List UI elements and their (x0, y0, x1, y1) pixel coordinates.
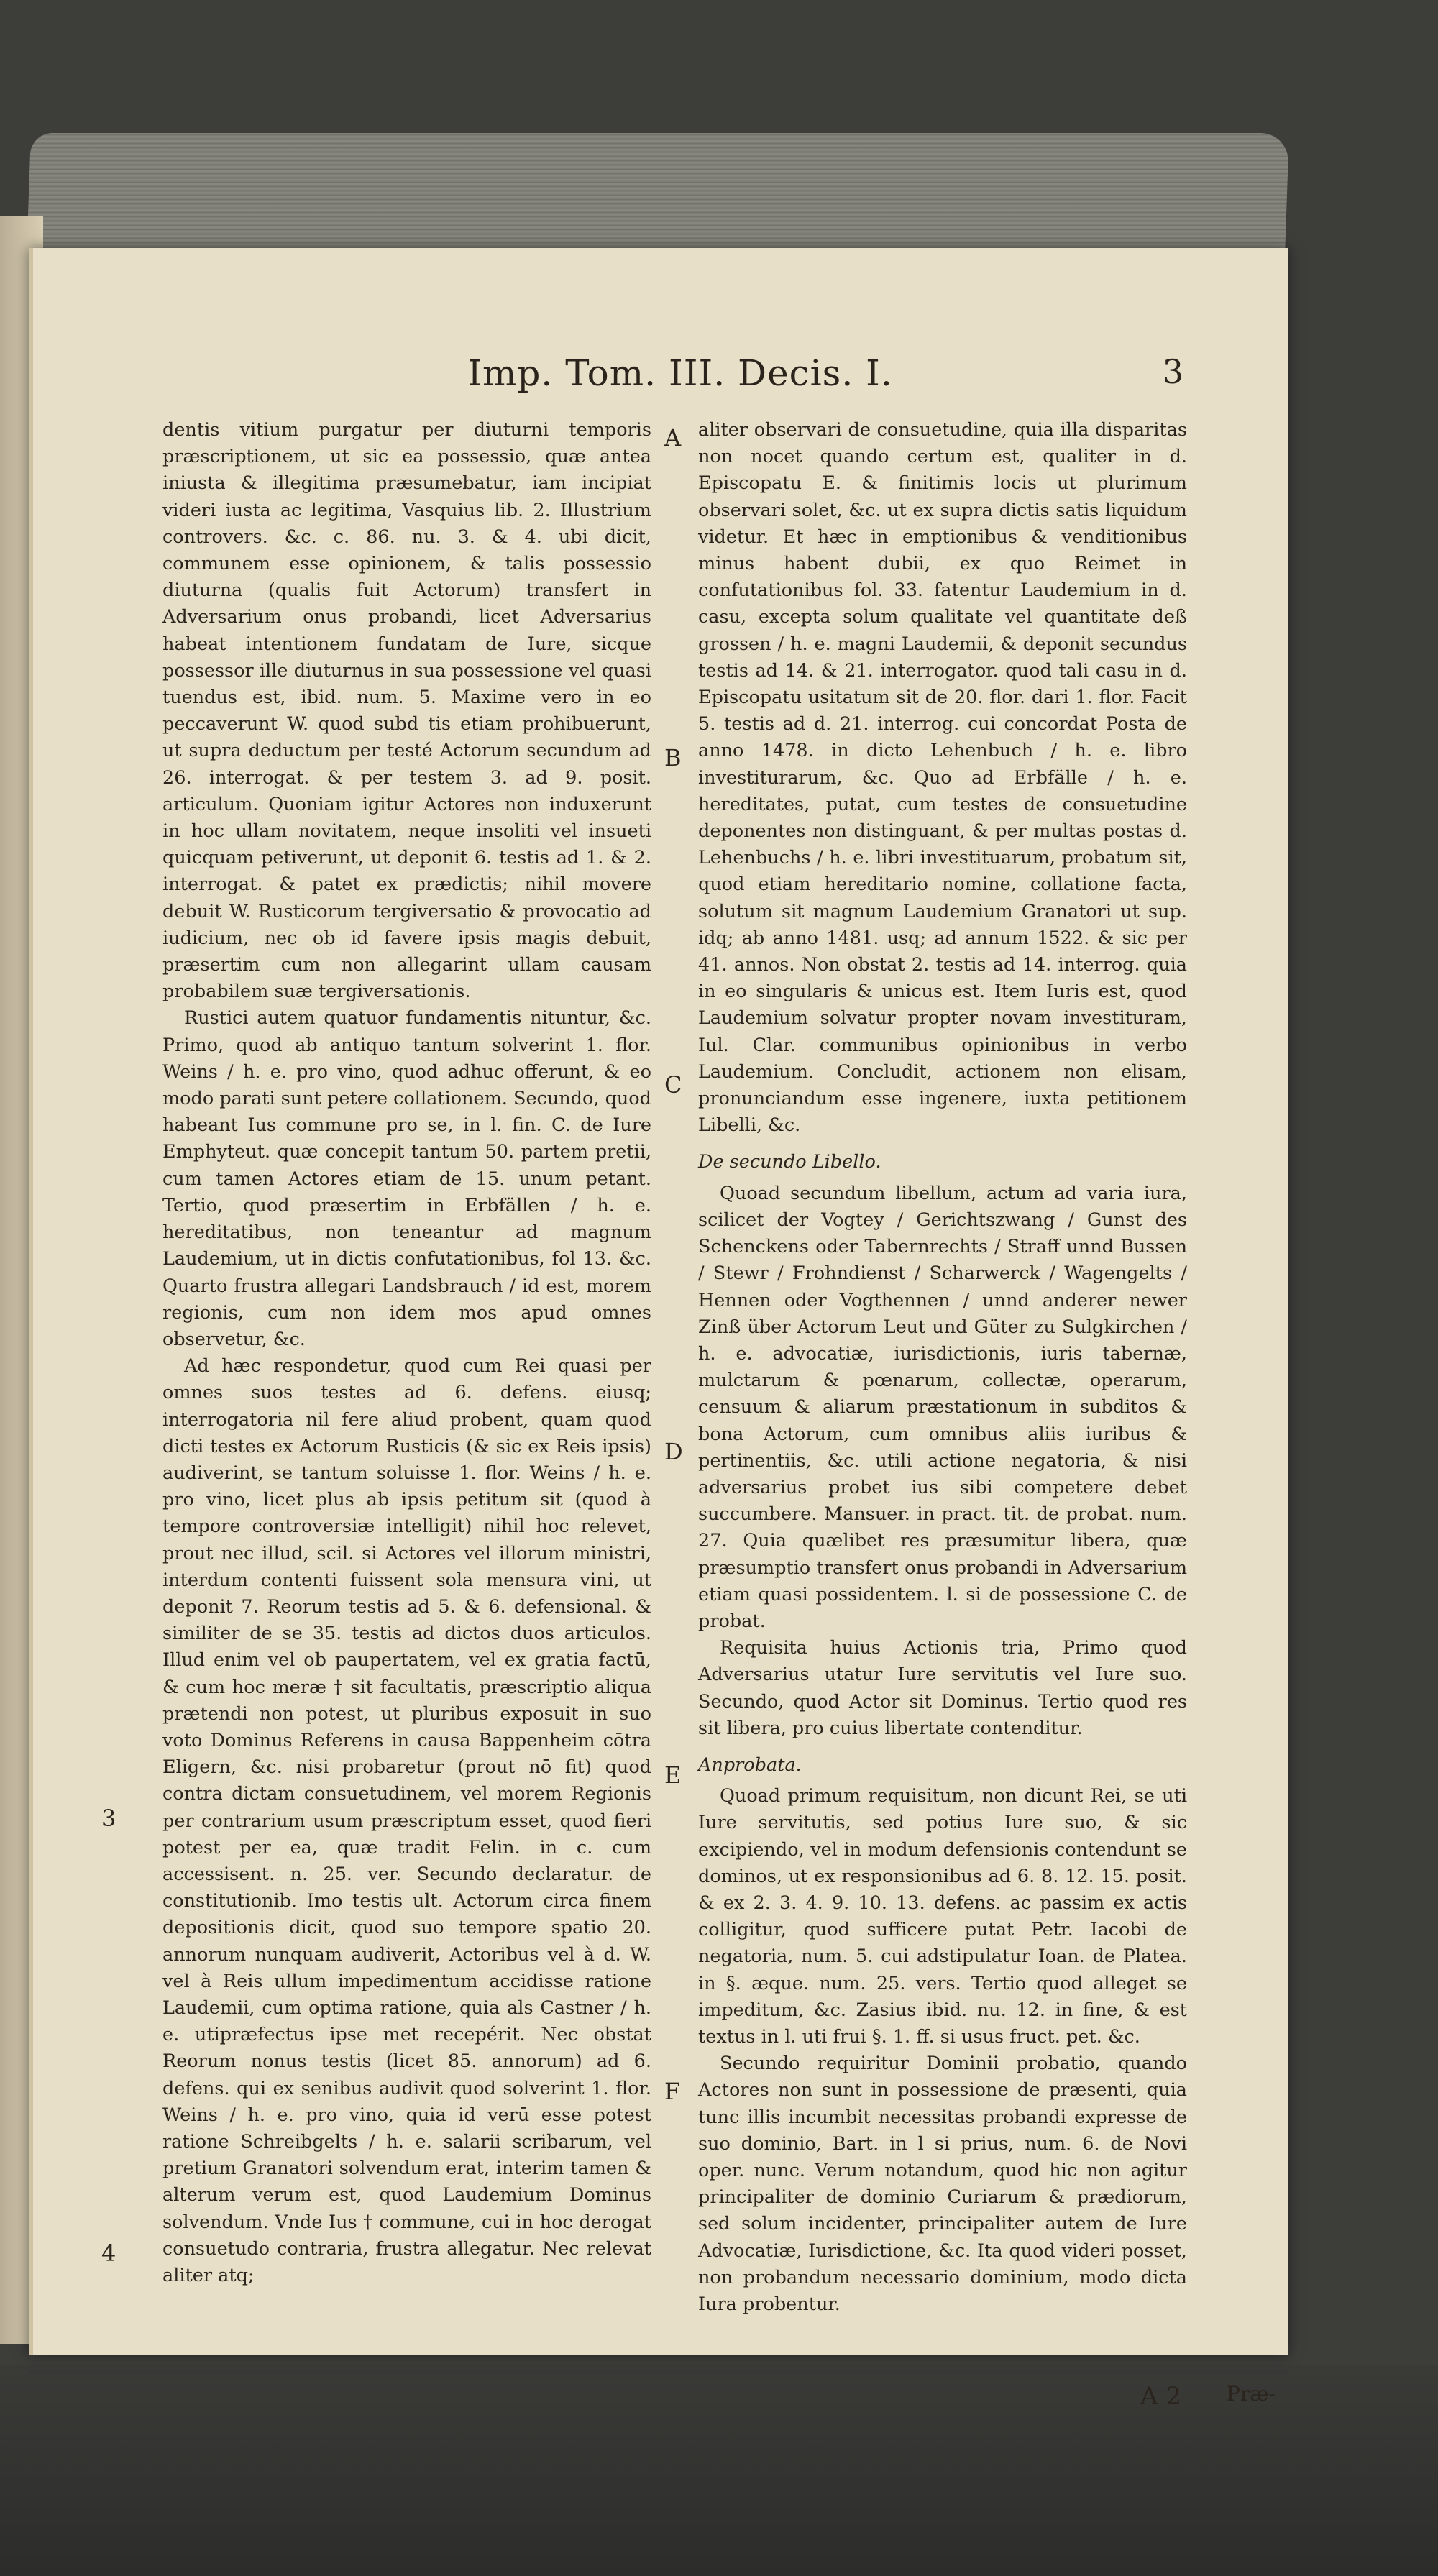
right-paragraph-5: Secundo requiritur Dominii probatio, quando Actores non sunt in possessione de præsenti, quia tunc illis incumbit necessitas probandi expresse de suo dominio, Bart. in l si prius, num. 6. de Novi oper. nunc. Verum notandum, quod hic non agitur principaliter de dominio Curiarum & prædiorum, sed solum incidenter, principaliter autem de Iure Advocatiæ, Iurisdictione, &c. Ita quod videri posset, non probandum necessario dominium, modo dicta Iura probentur. (698, 2053, 1187, 2316)
left-paragraph-1: dentis vitium purgatur per diuturni temporis præscriptionem, ut sic ea possessio, quæ antea iniusta & illegitima præsumebatur, iam incipiat videri iusta ac legitima, Vasquius lib. 2. Illustrium controvers. &c. c. 86. nu. 3. & 4. ubi dicit, communem esse opinionem, & talis possessio diuturna (qualis fuit Actorum) transfert in Adversarium onus probandi, licet Adversarius habeat intentionem fundatam de Iure, sicque possessor ille diuturnus in sua possessione vel quasi tuendus est, ibid. num. 5. Maxime vero in eo peccaverunt W. quod subd tis etiam prohibuerunt, ut supra deductum per testé Actorum secundum ad 26. interrogat. & per testem 3. ad 9. posit. articulum. Quoniam igitur Actores non induxerunt in hoc ullam novitatem, neque insoliti vel insueti quicquam petiverunt, ut deponit 6. testis ad 1. & 2. interrogat. & patet ex prædictis; nihil movere debuit W. Rusticorum tergiversatio & provocatio ad iudicium, nec ob id favere ipsis magis debuit, præsertim cum non allegarint ullam causam probabilem suæ tergiversationis. (162, 419, 651, 1003)
right-column (698, 417, 1187, 2318)
right-paragraph-1: aliter observari de consuetudine, quia illa disparitas non nocet quando certum est, qualiter in d. Episcopatu E. & finitimis locis ut plurimum observari solet, &c. ut ex supra dictis satis liquidum videtur. Et hæc in emptionibus & venditionibus minus habent dubii, ex quo Reimet in confutationibus fol. 33. fatentur Laudemium in d. casu, excepta solum qualitate vel quantitate deß grossen / h. e. magni Laudemii, & deponit secundus testis ad 14. & 21. interrogator. quod tali casu in d. Episcopatu usitatum sit de 20. flor. dari 1. flor. Facit 5. testis ad d. 21. interrog. cui concordat Posta de anno 1478. in dicto Lehenbuch / h. e. libro investiturarum, &c. Quo ad Erbfälle / h. e. hereditates, putat, cum testes de consuetudine deponentes non distinguant, & per multas postas d. Lehenbuchs / h. e. libri investituarum, probatum sit, quod etiam hereditario nomine, collatione facta, solutum sit magnum Laudemium Granatori ut sup. idq; ab anno 1481. usq; ad annum 1522. & sic per 41. annos. Non obstat 2. testis ad 14. interrog. quia in eo singularis & unicus est. Item Iuris est, quod Laudemium solvatur propter novam investituram, Iul. Clar. communibus opinionibus in verbo Laudemium. Concludit, actionem non elisam, pronunciandum esse ingenere, iuxta petitionem Libelli, &c. (698, 419, 1187, 1137)
running-title: Imp. Tom. III. Decis. I. (467, 352, 893, 394)
page-text-block (162, 352, 1198, 2329)
margin-letter-f: F (664, 2078, 681, 2105)
margin-letter-e: E (664, 1761, 682, 1789)
right-paragraph-4: Quoad primum requisitum, non dicunt Rei, se uti Iure servitutis, sed potius Iure suo, & sic excipiendo, vel in modum defensionis contendunt se dominos, ut ex responsionibus ad 6. 8. 12. 15. posit. & ex 2. 3. 4. 9. 10. 13. defens. ac passim ex actis colligitur, quod sufficere putat Petr. Iacobi de negatoria, num. 5. cui adstipulatur Ioan. de Platea. in §. æque. num. 25. vers. Tertio quod alleget se impeditum, &c. Zasius ibid. nu. 12. in fine, & est textus in l. uti frui §. 1. ff. si usus fruct. pet. &c. (698, 1785, 1187, 2048)
margin-letter-b: B (664, 744, 682, 771)
page-footer (33, 2382, 1288, 2411)
book-page (29, 248, 1288, 2411)
catchword: Præ- (1227, 2382, 1276, 2406)
margin-letter-c: C (664, 1071, 682, 1099)
marginal-number-4: 4 (101, 2240, 116, 2267)
marginal-number-3: 3 (101, 1805, 116, 1832)
margin-letter-a: A (664, 424, 682, 452)
section-heading-anprobata: Anprobata. (698, 1754, 802, 1776)
left-paragraph-2: Rustici autem quatuor fundamentis nituntur, &c. Primo, quod ab antiquo tantum solverint 1. flor. Weins / h. e. pro vino, quod adhuc offerunt, & eo modo parati sunt petere collationem. Secundo, quod habeant Ius commune pro se, in l. fin. C. de Iure Emphyteut. quæ concepit tantum 50. partem pretii, cum tamen Actores etiam de 15. unum petant. Tertio, quod præsertim in Erbfällen / h. e. hereditatibus, non teneantur ad magnum Laudemium, ut in dictis confutationibus, fol 13. &c. Quarto frustra allegari Landsbrauch / id est, morem regionis, cum non idem mos apud omnes observetur, &c. (162, 1007, 651, 1350)
signature-mark: A 2 (1140, 2382, 1181, 2411)
left-column (162, 417, 651, 2289)
right-paragraph-3: Requisita huius Actionis tria, Primo quod Adversarius utatur Iure servitutis vel Iure suo. Secundo, quod Actor sit Dominus. Tertio quod res sit libera, pro cuius libertate contenditur. (698, 1637, 1187, 1739)
book-page-edges (27, 133, 1289, 255)
page-number: 3 (1162, 352, 1183, 391)
margin-letter-d: D (664, 1438, 683, 1465)
section-heading-secundo-libello: De secundo Libello. (698, 1151, 881, 1173)
right-paragraph-2: Quoad secundum libellum, actum ad varia iura, scilicet der Vogtey / Gerichtszwang / Gunst des Schenckens oder Tabernrechts / Straff unnd Bussen / Stewr / Frohndienst / Scharwerck / Wagengelts / Hennen oder Vogthennen / unnd anderer newer Zinß über Actorum Leut und Güter zu Sulgkirchen / h. e. advocatiæ, iurisdictionis, iuris tabernæ, mulctarum & pœnarum, collectæ, operarum, censuum & aliarum præstationum in subditos & bona Actorum, cum omnibus aliis iuribus & pertinentiis, &c. utili actione negatoria, & nisi adversarius probet ius sibi competere debet succumbere. Mansuer. in pract. tit. de probat. num. 27. Quia quælibet res præsumitur libera, quæ præsumptio transfert onus probandi in Adversarium etiam quasi possidentem. l. si de possessione C. de probat. (698, 1182, 1187, 1632)
running-head (162, 352, 1198, 417)
left-paragraph-3: Ad hæc respondetur, quod cum Rei quasi per omnes suos testes ad 6. defens. eiusq; interrogatoria nil fere aliud probent, quam quod dicti testes ex Actorum Rusticis (& sic ex Reis ipsis) audiverint, se tantum soluisse 1. flor. Weins / h. e. pro vino, licet plus ab ipsis petitum sit (quod à tempore controversiæ intelligit) nihil hoc relevet, prout nec illud, scil. si Actores vel illorum ministri, interdum contenti fuissent sola mensura vini, ut deponit 7. Reorum testis ad 5. & 6. defensional. & similiter de se 35. testis ad dictos duos articulos. Illud enim vel ob paupertatem, vel ex gratia factū, & cum hoc meræ † sit facultatis, præscriptio aliqua prætendi non potest, ut pluribus exposuit in suo voto Dominus Referens in causa Bappenheim cōtra Eligern, &c. nisi probaretur (prout nō fit) quod contra dictam consuetudinem, vel morem Regionis per contrarium usum præscriptum esset, quod fieri potest per ea, quæ tradit Felin. in c. cum accessisent. n. 25. ver. Secundo declaratur. de constitutionib. Imo testis ult. Actorum circa finem depositionis dicit, quod suo tempore spatio 20. annorum nunquam audiverit, Actoribus vel à d. W. vel à Reis ullum impedimentum accidisse ratione Laudemii, cum optima ratione, quia als Castner / h. e. utipræfectus ipse met recepérit. Nec obstat Reorum nonus testis (licet 85. annorum) ad 6. defens. qui ex senibus audivit quod solverint 1. flor. Weins / h. e. pro vino, quia id verū esse potest ratione Schreibgelts / h. e. salarii scribarum, vel pretium Granatori solvendum erat, interim tamen & alterum verum est, quod Laudemium Dominus solvendum. Vnde Ius † commune, cui in hoc derogat consuetudo contraria, frustra allegatur. Nec relevat aliter atq; (162, 1355, 651, 2287)
